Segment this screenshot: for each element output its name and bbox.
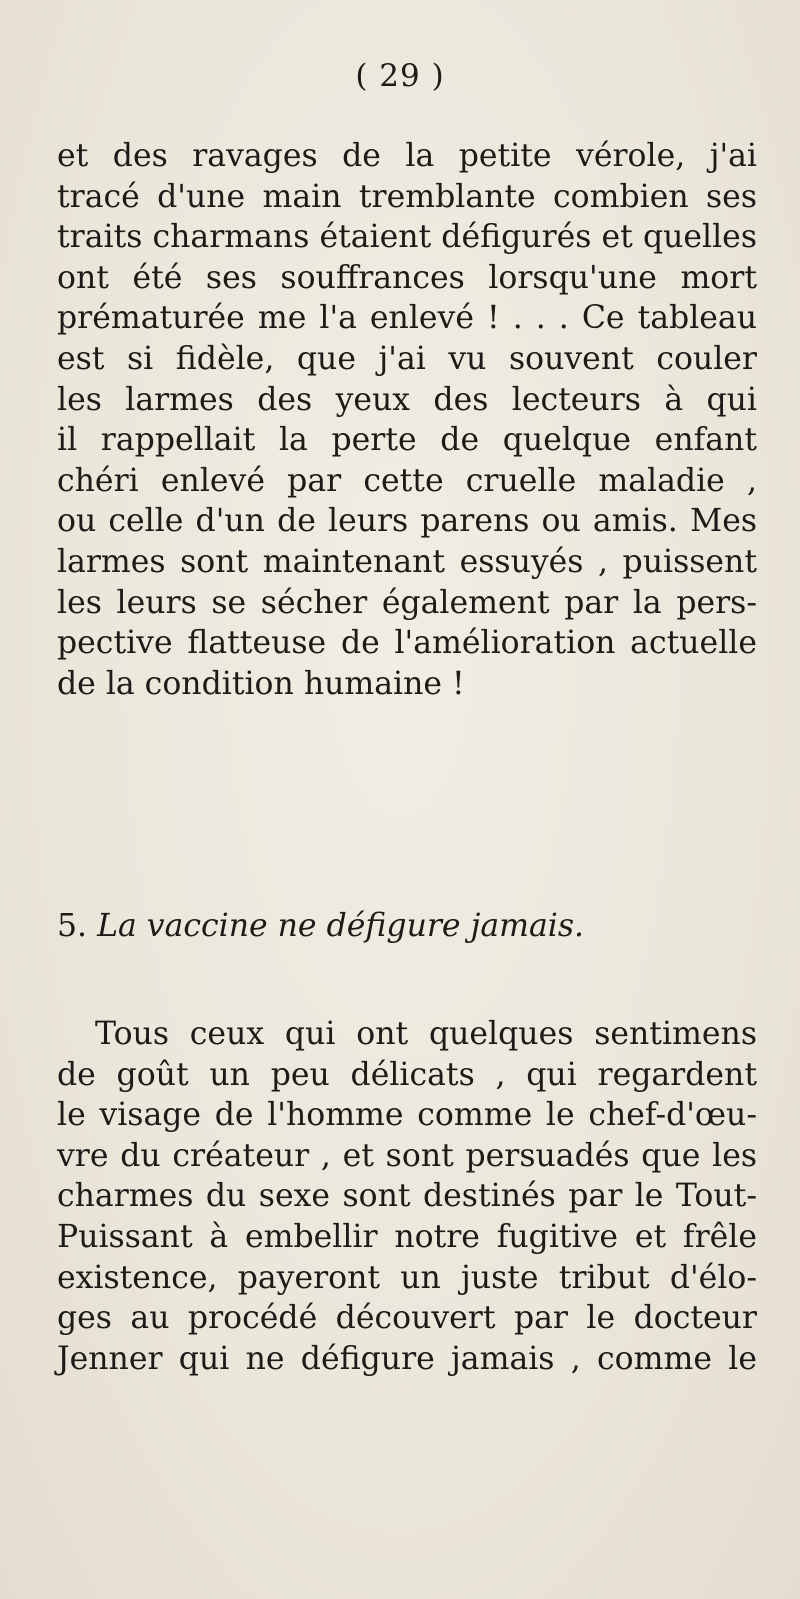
paragraph-line: charmes du sexe sont destinés par le Tout-: [57, 1178, 757, 1215]
paragraph-line: les larmes des yeux des lecteurs à qui: [57, 381, 757, 418]
paragraph-line: est si fidèle, que j'ai vu souvent couler: [57, 340, 757, 377]
paragraph-line: pective flatteuse de l'amélioration actuelle: [57, 625, 757, 662]
section-number: 5.: [57, 908, 88, 944]
paragraph-line: le visage de l'homme comme le chef-d'œu-: [57, 1097, 757, 1134]
paragraph-line: existence, payeront un juste tribut d'élo-: [57, 1259, 757, 1296]
section-title: La vaccine ne défigure jamais.: [97, 908, 585, 944]
paragraph-line: Jenner qui ne défigure jamais , comme le: [57, 1340, 757, 1377]
paragraph-1: [57, 136, 757, 704]
paragraph-line: et des ravages de la petite vérole, j'ai: [57, 138, 757, 174]
paragraph-line: chéri enlevé par cette cruelle maladie ,: [57, 462, 757, 499]
paragraph-line: de goût un peu délicats , qui regardent: [57, 1056, 757, 1093]
paragraph-line: Puissant à embellir notre fugitive et frêle: [57, 1218, 757, 1255]
section-heading: [57, 906, 584, 946]
paragraph-line: ont été ses souffrances lorsqu'une mort: [57, 259, 757, 296]
paragraph-line: vre du créateur , et sont persuadés que les: [57, 1137, 757, 1174]
paragraph-line: ges au procédé découvert par le docteur: [57, 1300, 757, 1337]
paragraph-line: tracé d'une main tremblante combien ses: [57, 178, 757, 215]
paragraph-line: larmes sont maintenant essuyés , puissent: [57, 543, 757, 580]
paragraph-2: [57, 1014, 757, 1379]
paragraph-line: Tous ceux qui ont quelques sentimens: [95, 1016, 757, 1052]
paragraph-line: prématurée me l'a enlevé ! . . . Ce tableau: [57, 300, 757, 337]
paragraph-last-line: de la condition humaine !: [57, 665, 465, 702]
paragraph-line: il rappellait la perte de quelque enfant: [57, 422, 757, 459]
paragraph-line: ou celle d'un de leurs parens ou amis. Mes: [57, 503, 757, 540]
page-number: ( 29 ): [355, 58, 445, 94]
paragraph-line: les leurs se sécher également par la pers-: [57, 584, 757, 621]
paragraph-line: traits charmans étaient défigurés et quelles: [57, 219, 757, 256]
